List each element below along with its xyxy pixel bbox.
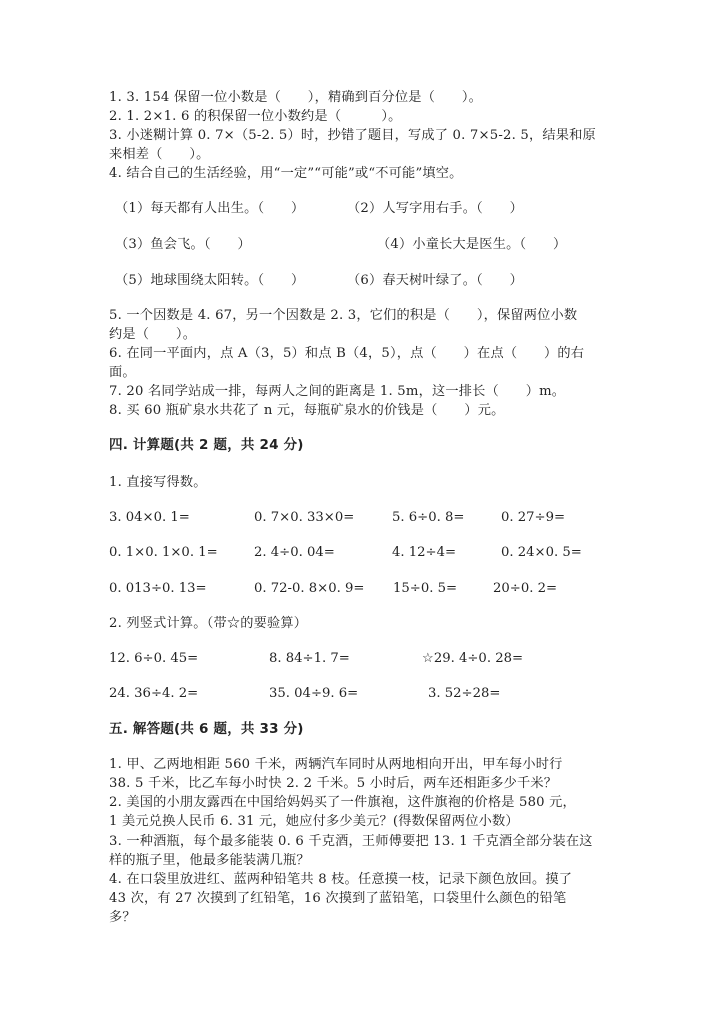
question-4: 4. 结合自己的生活经验，用“一定”“可能”或“不可能”填空。 (109, 166, 463, 181)
calc-item: 3. 52÷28= (428, 686, 501, 701)
calc-item: 0. 7×0. 33×0= (254, 510, 355, 525)
solve-line: 多？ (109, 910, 136, 925)
question-6: 6. 在同一平面内，点 A（3，5）和点 B（4，5），点（ ）在点（ ）的右 (109, 346, 585, 361)
q4-item-5: （5）地球围绕太阳转。（ ） (115, 273, 305, 288)
calc-item: 8. 84÷1. 7= (269, 651, 350, 666)
calc-item: 15÷0. 5= (393, 581, 458, 596)
solve-line: 2. 美国的小朋友露西在中国给妈妈买了一件旗袍，这件旗袍的价格是 580 元， (109, 795, 576, 810)
question-5-cont: 约是（ ）。 (109, 327, 197, 342)
solve-line: 1 美元兑换人民币 6. 31 元，她应付多少美元？(得数保留两位小数） (109, 814, 519, 829)
solve-line: 4. 在口袋里放进红、蓝两种铅笔共 8 枝。任意摸一枝，记录下颜色放回。摸了 (109, 872, 573, 887)
calc-item: 4. 12÷4= (392, 545, 457, 560)
question-1: 1. 3. 154 保留一位小数是（ ），精确到百分位是（ ）。 (109, 90, 483, 105)
question-5: 5. 一个因数是 4. 67，另一个因数是 2. 3，它们的积是（ ），保留两位小数 (109, 308, 578, 323)
question-6-cont: 面。 (109, 365, 136, 380)
solve-line: 3. 一种酒瓶，每个最多能装 0. 6 千克酒，王师傅要把 13. 1 千克酒全部分装在这 (109, 834, 593, 849)
calc-item: 5. 6÷0. 8= (392, 510, 465, 525)
question-3: 3. 小迷糊计算 0. 7×（5-2. 5）时，抄错了题目，写成了 0. 7×5-2. 5，结果和原 (109, 128, 596, 143)
q4-item-1: （1）每天都有人出生。（ ） (115, 201, 305, 216)
calc-item: 12. 6÷0. 45= (109, 651, 199, 666)
solve-line: 1. 甲、乙两地相距 560 千米，两辆汽车同时从两地相向开出，甲车每小时行 (109, 757, 563, 772)
calc-item: ☆29. 4÷0. 28= (422, 651, 524, 666)
calc-item: 2. 4÷0. 04= (254, 545, 335, 560)
calc-item: 0. 1×0. 1×0. 1= (109, 545, 218, 560)
section-heading-solve: 五. 解答题(共 6 题，共 33 分) (109, 721, 304, 737)
q4-item-4: （4）小童长大是医生。（ ） (377, 237, 567, 252)
calc-item: 0. 24×0. 5= (501, 545, 582, 560)
q4-item-2: （2）人写字用右手。（ ） (347, 201, 524, 216)
solve-line: 43 次，有 27 次摸到了红铅笔，16 次摸到了蓝铅笔，口袋里什么颜色的铅笔 (109, 891, 567, 906)
calc-item: 35. 04÷9. 6= (269, 686, 359, 701)
question-2: 2. 1. 2×1. 6 的积保留一位小数约是（ ）。 (109, 109, 402, 124)
calc-item: 0. 72-0. 8×0. 9= (254, 581, 365, 596)
question-3-cont: 来相差（ ）。 (109, 147, 210, 162)
calc-sub-1: 1. 直接写得数。 (109, 475, 207, 490)
section-heading-calc: 四. 计算题(共 2 题，共 24 分) (109, 437, 304, 453)
q4-item-3: （3）鱼会飞。（ ） (115, 237, 251, 252)
solve-line: 38. 5 千米，比乙车每小时快 2. 2 千米。5 小时后，两车还相距多少千米？ (109, 776, 558, 791)
solve-line: 样的瓶子里，他最多能装满几瓶？ (109, 853, 310, 868)
calc-item: 3. 04×0. 1= (109, 510, 190, 525)
calc-sub-2: 2. 列竖式计算。（带☆的要验算） (109, 616, 308, 631)
calc-item: 0. 013÷0. 13= (109, 581, 207, 596)
calc-item: 0. 27÷9= (501, 510, 566, 525)
calc-item: 24. 36÷4. 2= (109, 686, 199, 701)
calc-item: 20÷0. 2= (493, 581, 558, 596)
q4-item-6: （6）春天树叶绿了。（ ） (347, 273, 524, 288)
question-7: 7. 20 名同学站成一排，每两人之间的距离是 1. 5m，这一排长（ ）m。 (109, 384, 566, 399)
question-8: 8. 买 60 瓶矿泉水共花了 n 元，每瓶矿泉水的价钱是（ ）元。 (109, 403, 505, 418)
